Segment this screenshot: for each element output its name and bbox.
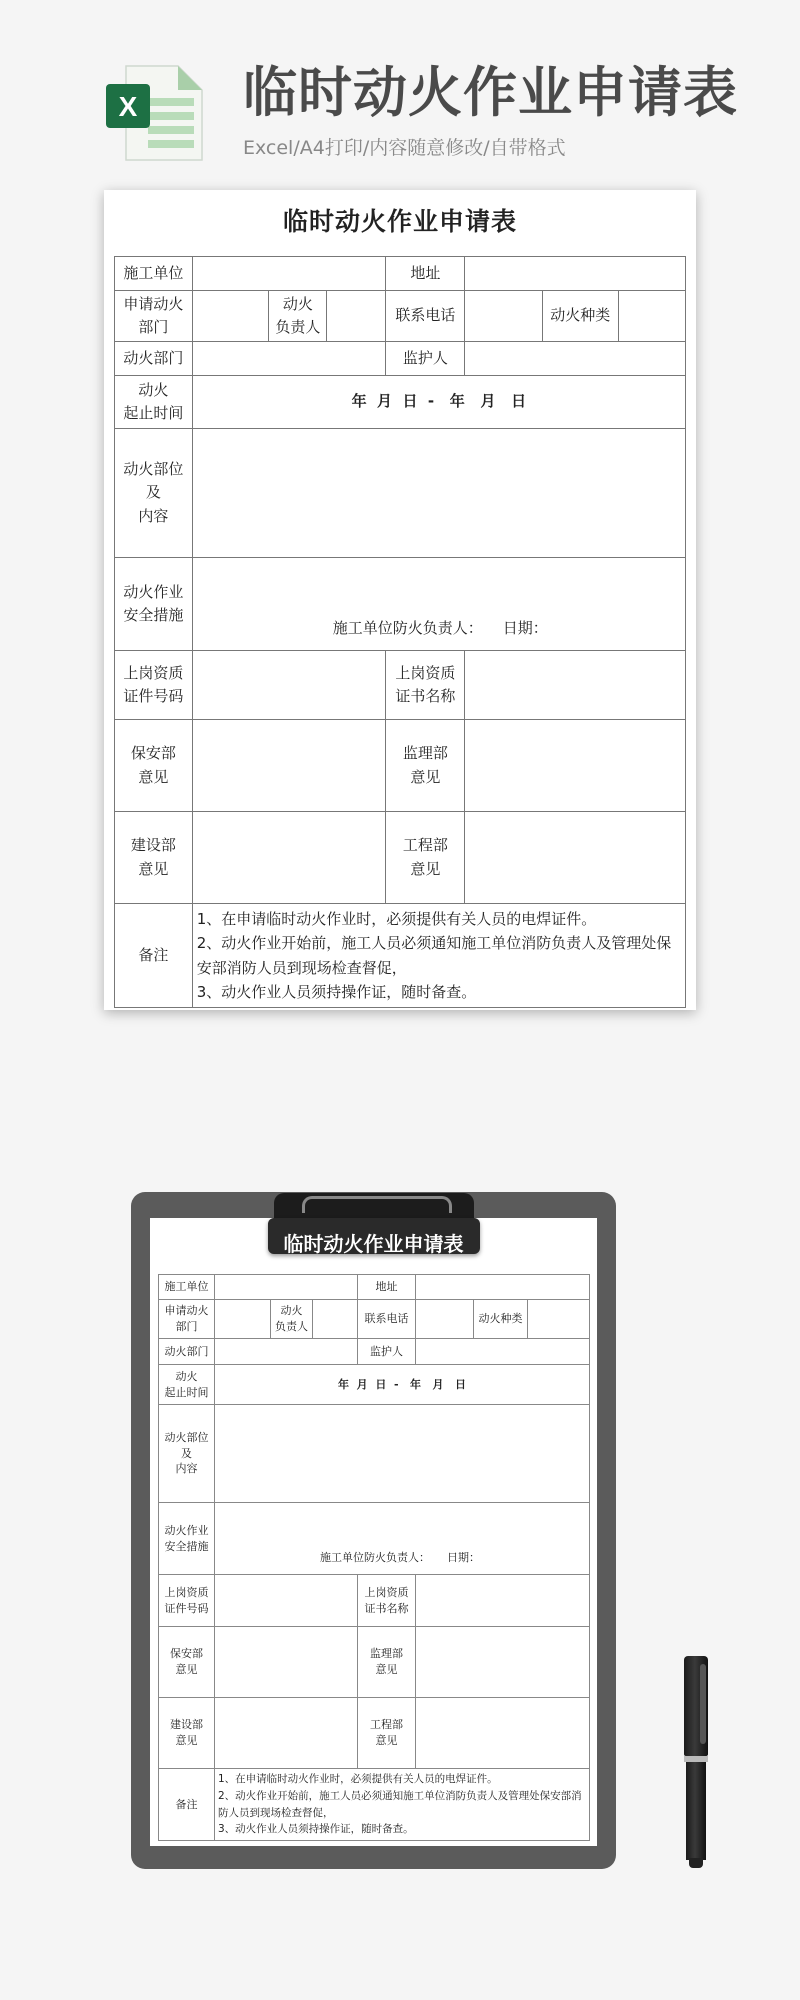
label-address: 地址 (386, 257, 465, 291)
note-2: 2、动火作业开始前，施工人员必须通知施工单位消防负责人及管理处保安部消防人员到现场检查督促， (196, 934, 672, 977)
field-phone[interactable] (465, 291, 543, 342)
field-location[interactable] (192, 429, 685, 558)
field-fire-type[interactable] (618, 291, 685, 342)
label-supervision: 监理部 意见 (386, 720, 465, 812)
label-construction-unit: 施工单位 (115, 257, 193, 291)
field-supervision[interactable] (465, 720, 686, 812)
pen-tip (689, 1858, 703, 1868)
pen-clip (700, 1664, 706, 1744)
clip-ring-icon (302, 1196, 452, 1213)
form-title: 临时动火作业申请表 (282, 207, 517, 236)
label-time: 动火 起止时间 (115, 376, 193, 429)
note-1: 1、在申请临时动火作业时，必须提供有关人员的电焊证件。 (196, 910, 597, 928)
mini-label-address: 地址 (358, 1275, 416, 1300)
mini-application-form-table (158, 1274, 590, 1841)
mini-label-applicant-dept: 申请动火 部门 (159, 1300, 215, 1339)
field-fire-dept[interactable] (192, 342, 386, 376)
mini-form-title: 临时动火作业申请表 (283, 1232, 464, 1256)
mini-safety-date-label: 日期： (447, 1551, 480, 1565)
safety-date-label: 日期： (502, 618, 548, 637)
mini-label-fire-leader: 动火 负责人 (271, 1300, 313, 1339)
label-cert-name: 上岗资质 证书名称 (386, 651, 465, 720)
label-security: 保安部 意见 (115, 720, 193, 812)
field-engineering[interactable] (465, 812, 686, 904)
mini-label-supervision: 监理部 意见 (358, 1627, 416, 1698)
excel-icon-letter: X (118, 91, 138, 122)
page-subtitle: Excel/A4打印/内容随意修改/自带格式 (243, 137, 566, 159)
mini-field-time: 年 月 日 - 年 月 日 (215, 1365, 590, 1405)
application-form-table (114, 256, 686, 1008)
mini-label-guardian: 监护人 (358, 1339, 416, 1365)
field-construction-unit[interactable] (192, 257, 386, 291)
remarks-notes (192, 904, 685, 1008)
field-applicant-dept[interactable] (192, 291, 269, 342)
field-guardian[interactable] (465, 342, 686, 376)
field-cert-name[interactable] (465, 651, 686, 720)
field-security[interactable] (192, 720, 386, 812)
label-remarks: 备注 (115, 904, 193, 1008)
field-safety[interactable] (192, 558, 685, 651)
mini-label-time: 动火 起止时间 (159, 1365, 215, 1405)
pen-body (686, 1762, 706, 1860)
mini-label-engineering: 工程部 意见 (358, 1698, 416, 1769)
mini-remarks-notes: 1、在申请临时动火作业时，必须提供有关人员的电焊证件。 2、动火作业开始前，施工人员必须通知施工单位消防负责人及管理处保安部消防人员到现场检查督促， 3、动火作业人员须持操作证，随时备查。 (215, 1769, 590, 1841)
mini-label-fire-dept: 动火部门 (159, 1339, 215, 1365)
mini-label-remarks: 备注 (159, 1769, 215, 1841)
label-applicant-dept: 申请动火 部门 (115, 291, 193, 342)
label-location: 动火部位 及 内容 (115, 429, 193, 558)
mini-safety-signature-label: 施工单位防火负责人： (320, 1551, 430, 1565)
label-construction: 建设部 意见 (115, 812, 193, 904)
field-cert-no[interactable] (192, 651, 386, 720)
mini-label-safety: 动火作业 安全措施 (159, 1503, 215, 1575)
field-address[interactable] (465, 257, 686, 291)
label-phone: 联系电话 (386, 291, 465, 342)
mini-label-fire-type: 动火种类 (474, 1300, 528, 1339)
mini-label-construction-unit: 施工单位 (159, 1275, 215, 1300)
label-safety: 动火作业 安全措施 (115, 558, 193, 651)
safety-signature-label: 施工单位防火负责人： (332, 618, 483, 637)
field-time[interactable]: 年 月 日 - 年 月 日 (192, 376, 685, 429)
label-fire-dept: 动火部门 (115, 342, 193, 376)
label-cert-no: 上岗资质 证件号码 (115, 651, 193, 720)
page-title: 临时动火作业申请表 (243, 61, 738, 124)
field-fire-leader[interactable] (327, 291, 386, 342)
mini-label-cert-no: 上岗资质 证件号码 (159, 1575, 215, 1627)
note-3: 3、动火作业人员须持操作证，随时备查。 (196, 982, 477, 1001)
mini-label-cert-name: 上岗资质 证书名称 (358, 1575, 416, 1627)
label-guardian: 监护人 (386, 342, 465, 376)
mini-label-phone: 联系电话 (358, 1300, 416, 1339)
excel-file-icon (104, 62, 204, 162)
label-engineering: 工程部 意见 (386, 812, 465, 904)
field-construction[interactable] (192, 812, 386, 904)
label-fire-type: 动火种类 (542, 291, 618, 342)
mini-label-location: 动火部位 及 内容 (159, 1405, 215, 1503)
mini-label-construction: 建设部 意见 (159, 1698, 215, 1769)
mini-label-security: 保安部 意见 (159, 1627, 215, 1698)
label-fire-leader: 动火 负责人 (269, 291, 327, 342)
